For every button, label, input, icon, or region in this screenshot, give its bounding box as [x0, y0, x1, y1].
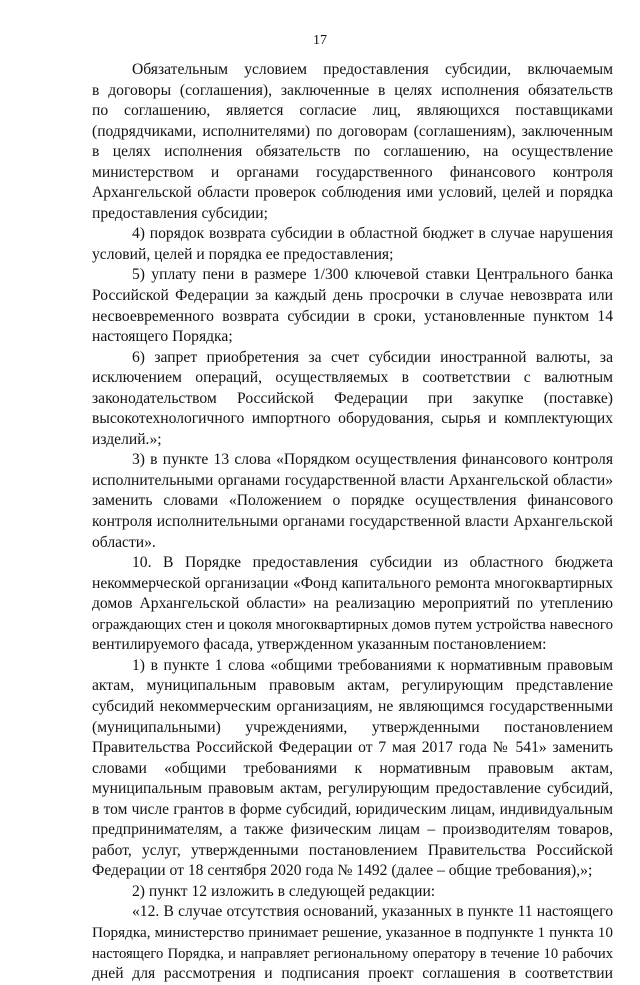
text-line: в договоры (соглашения), заключенные в целях исполнения обязательств — [92, 81, 613, 99]
text-line: области». — [92, 533, 156, 551]
text-line: условий, целей и порядка ее предоставления; — [92, 245, 394, 263]
text-line: 2) пункт 12 изложить в следующей редакции: — [132, 882, 436, 900]
text-line: словами «общими требованиями к нормативным правовым актам, — [92, 759, 613, 777]
text-line: дней для рассмотрения и подписания проект соглашения в соответствии — [92, 965, 613, 983]
text-line: Российской Федерации за каждый день просрочки в случае невозврата или — [92, 287, 613, 305]
text-line: 3) в пункте 13 слова «Порядком осуществления финансового контроля — [132, 451, 613, 469]
text-line: Правительства Российской Федерации от 7 мая 2017 года № 541» заменить — [92, 739, 613, 757]
text-line: муниципальным правовым актам, регулирующим предоставление субсидий, — [92, 780, 613, 798]
text-line: 1) в пункте 1 слова «общими требованиями к нормативным правовым — [132, 656, 613, 674]
text-line: 6) запрет приобретения за счет субсидии иностранной валюты, за — [132, 348, 613, 366]
text-line: субсидий некоммерческим организациям, не являющимся государственными — [92, 697, 613, 715]
text-line: исполнительными органами государственной власти Архангельской области» — [92, 471, 613, 489]
text-line: министерством и органами государственного финансового контроля — [92, 163, 613, 181]
text-line: по соглашению, является согласие лиц, являющихся поставщиками — [92, 102, 613, 120]
document-body — [92, 60, 613, 985]
text-line: настоящего Порядка, и направляет региональному оператору в течение 10 рабочих — [92, 945, 613, 962]
text-line: настоящего Порядка; — [92, 328, 233, 346]
text-line: 10. В Порядке предоставления субсидии из областного бюджета — [132, 554, 613, 572]
text-line: 5) уплату пени в размере 1/300 ключевой ставки Центрального банка — [132, 266, 613, 284]
text-line: Обязательным условием предоставления субсидии, включаемым — [132, 61, 613, 78]
text-line: высокотехнологичного импортного оборудования, сырья и комплектующих — [92, 410, 613, 428]
text-line: «12. В случае отсутствия оснований, указанных в пункте 11 настоящего — [132, 903, 613, 921]
text-line: некоммерческой организации «Фонд капитального ремонта многоквартирных — [92, 574, 613, 592]
text-line: несвоевременного возврата субсидии в сроки, установленные пунктом 14 — [92, 307, 613, 325]
text-line: заменить словами «Положением о порядке осуществления финансового — [92, 492, 613, 510]
text-line: исключением операций, осуществляемых в соответствии с валютным — [92, 369, 613, 387]
text-line: актам, муниципальным правовым актам, регулирующим представление — [92, 677, 613, 695]
text-line: домов Архангельской области» на реализацию мероприятий по утеплению — [92, 595, 613, 613]
text-line: ограждающих стен и цоколя многоквартирных домов путем устройства навесного — [92, 616, 613, 633]
text-line: 4) порядок возврата субсидии в областной бюджет в случае нарушения — [132, 225, 613, 243]
text-line: предоставления субсидии; — [92, 204, 268, 222]
text-line: изделий.»; — [92, 430, 162, 448]
text-line: (муниципальными) учреждениями, утвержденными постановлением — [92, 718, 613, 736]
text-line: в целях исполнения обязательств по соглашению, на осуществление — [92, 143, 613, 161]
text-line: предпринимателям, а также физическим лицам – производителям товаров, — [92, 821, 613, 839]
page-number: 17 — [313, 33, 327, 48]
text-line: Федерации от 18 сентября 2020 года № 1492 (далее – общие требования),»; — [92, 862, 593, 880]
text-line: законодательством Российской Федерации при закупке (поставке) — [92, 389, 613, 407]
text-line: (подрядчиками, исполнителями) по договорам (соглашениям), заключенным — [92, 122, 613, 140]
text-line: вентилируемого фасада, утвержденном указанным постановлением: — [92, 636, 547, 654]
text-line: Архангельской области проверок соблюдения ими условий, целей и порядка — [92, 184, 613, 202]
text-line: в том числе грантов в форме субсидий, юридическим лицам, индивидуальным — [92, 800, 613, 818]
text-line: работ, услуг, утвержденными постановлением Правительства Российской — [92, 841, 613, 859]
text-line: контроля исполнительными органами государственной власти Архангельской — [92, 513, 613, 531]
text-line: Порядка, министерство принимает решение, указанное в подпункте 1 пункта 10 — [92, 923, 613, 941]
